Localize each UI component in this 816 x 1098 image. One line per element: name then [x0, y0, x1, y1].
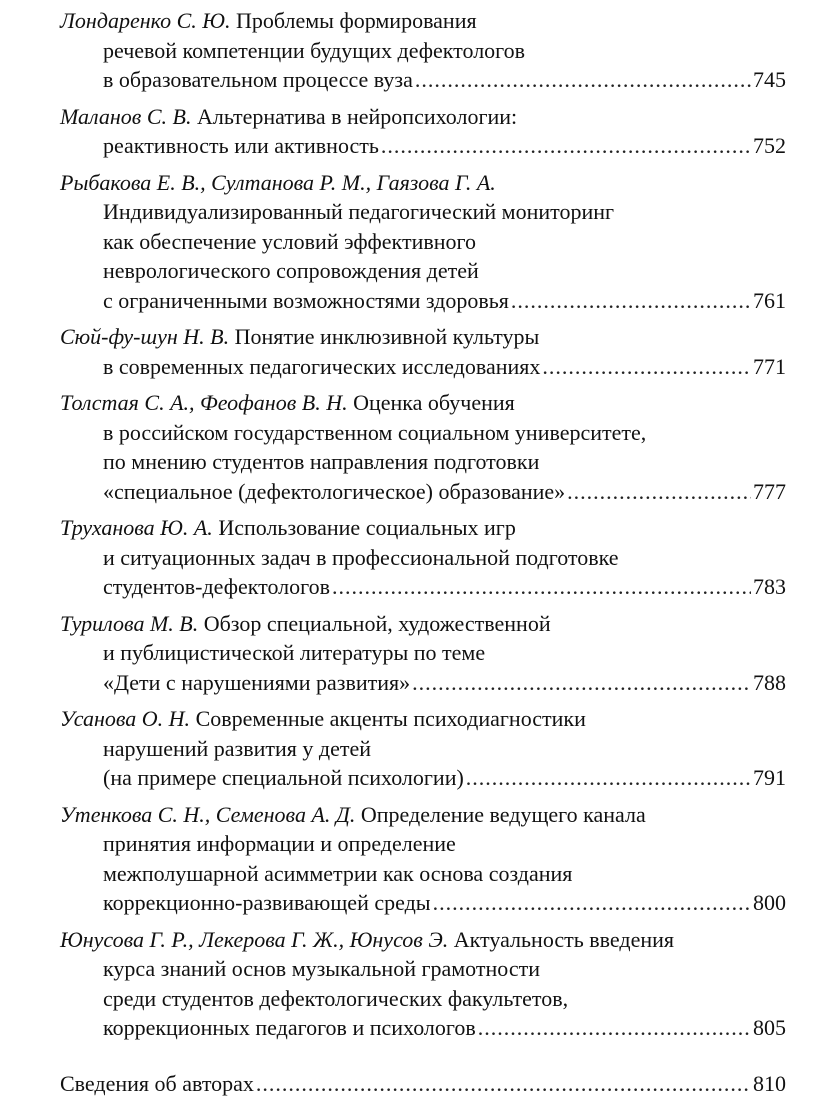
entry-title-line: коррекционно-развивающей среды	[103, 888, 431, 918]
toc-entry-line	[60, 829, 786, 859]
entry-title-line: неврологического сопровождения детей	[103, 256, 479, 286]
entry-title-line: Проблемы формирования	[236, 6, 477, 36]
page-number: 752	[753, 131, 786, 161]
toc-entry-line	[60, 734, 786, 764]
toc-entry-line	[60, 1069, 786, 1098]
entry-title-line: в российском государственном социальном университете,	[103, 418, 646, 448]
entry-author: Маланов С. В.	[60, 102, 191, 132]
entry-title-line: (на примере специальной психологии)	[103, 763, 464, 793]
entry-title-line: коррекционных педагогов и психологов	[103, 1013, 476, 1043]
page-number: 783	[753, 572, 786, 602]
toc-entry-line	[60, 131, 786, 161]
toc-entry-line	[60, 800, 786, 830]
entry-title-line: курса знаний основ музыкальной грамотности	[103, 954, 540, 984]
entry-title-line: по мнению студентов направления подготовки	[103, 447, 539, 477]
entry-title-line: с ограниченными возможностями здоровья	[103, 286, 509, 316]
dot-leader	[478, 1013, 751, 1043]
entry-author: Рыбакова Е. В., Султанова Р. М., Гаязова Г. А.	[60, 168, 496, 198]
entry-author: Турилова М. В.	[60, 609, 198, 639]
dot-leader	[511, 286, 751, 316]
toc-entry-line	[60, 638, 786, 668]
toc-entry-line	[60, 286, 786, 316]
entry-title-line: студентов-дефектологов	[103, 572, 330, 602]
toc-entry-line	[60, 6, 786, 36]
dot-leader	[567, 477, 751, 507]
toc-entry-line	[60, 609, 786, 639]
entry-title-line: нарушений развития у детей	[103, 734, 371, 764]
dot-leader	[542, 352, 751, 382]
entry-title-line: и ситуационных задач в профессиональной подготовке	[103, 543, 619, 573]
toc-entry-line	[60, 572, 786, 602]
toc-entry[interactable]	[60, 800, 786, 918]
toc-entry-line	[60, 954, 786, 984]
entry-author: Утенкова С. Н., Семенова А. Д.	[60, 800, 355, 830]
entry-author: Сюй-фу-шун Н. В.	[60, 322, 229, 352]
toc-entry-line	[60, 543, 786, 573]
toc-entry[interactable]	[60, 102, 786, 161]
toc-entry-line	[60, 447, 786, 477]
page-number: 791	[753, 763, 786, 793]
entry-title-line: в современных педагогических исследованиях	[103, 352, 540, 382]
toc-entry-line	[60, 668, 786, 698]
toc-entry[interactable]	[60, 704, 786, 793]
entry-title-line: Современные акценты психодиагностики	[196, 704, 586, 734]
entry-title-line: Определение ведущего канала	[361, 800, 646, 830]
entry-title-line: среди студентов дефектологических факультетов,	[103, 984, 568, 1014]
toc-entry-line	[60, 477, 786, 507]
toc-entry-line	[60, 256, 786, 286]
toc-entry-line	[60, 388, 786, 418]
dot-leader	[433, 888, 751, 918]
authors-info-title: Сведения об авторах	[60, 1069, 254, 1098]
toc-entry-line	[60, 102, 786, 132]
dot-leader	[256, 1069, 751, 1098]
toc-entry-line	[60, 763, 786, 793]
entry-author: Усанова О. Н.	[60, 704, 190, 734]
page-number: 777	[753, 477, 786, 507]
entry-title-line: «Дети с нарушениями развития»	[103, 668, 410, 698]
toc-entry[interactable]	[60, 6, 786, 95]
toc-entry-line	[60, 704, 786, 734]
dot-leader	[381, 131, 751, 161]
entry-title-line: принятия информации и определение	[103, 829, 456, 859]
entry-title-line: как обеспечение условий эффективного	[103, 227, 476, 257]
toc-entry-line	[60, 352, 786, 382]
dot-leader	[412, 668, 751, 698]
toc-entry[interactable]	[60, 322, 786, 381]
toc-entry-line	[60, 984, 786, 1014]
entry-title-line: речевой компетенции будущих дефектологов	[103, 36, 525, 66]
dot-leader	[466, 763, 751, 793]
toc-entry-line	[60, 513, 786, 543]
entry-title-line: Понятие инклюзивной культуры	[235, 322, 540, 352]
entry-author: Труханова Ю. А.	[60, 513, 213, 543]
page-number: 805	[753, 1013, 786, 1043]
entry-title-line: Альтернатива в нейропсихологии:	[197, 102, 517, 132]
toc-entry-line	[60, 1013, 786, 1043]
entry-title-line: и публицистической литературы по теме	[103, 638, 485, 668]
toc-entry[interactable]	[60, 388, 786, 506]
toc-entry-line	[60, 925, 786, 955]
page-number: 771	[753, 352, 786, 382]
toc-entry-line	[60, 197, 786, 227]
entry-title-line: Индивидуализированный педагогический мониторинг	[103, 197, 614, 227]
entry-title-line: реактивность или активность	[103, 131, 379, 161]
entry-title-line: Актуальность введения	[454, 925, 674, 955]
toc-entry[interactable]	[60, 168, 786, 316]
entry-title-line: Обзор специальной, художественной	[204, 609, 551, 639]
toc-entry-line	[60, 65, 786, 95]
page-number: 810	[753, 1069, 786, 1098]
entry-title-line: межполушарной асимметрии как основа создания	[103, 859, 572, 889]
toc-entry[interactable]	[60, 609, 786, 698]
page-number: 788	[753, 668, 786, 698]
page-number: 761	[753, 286, 786, 316]
entry-author: Лондаренко С. Ю.	[60, 6, 230, 36]
toc-entry-authors-info[interactable]	[60, 1069, 786, 1098]
dot-leader	[332, 572, 751, 602]
entry-title-line: Оценка обучения	[353, 388, 515, 418]
entry-title-line: «специальное (дефектологическое) образование»	[103, 477, 565, 507]
entry-title-line: Использование социальных игр	[218, 513, 516, 543]
toc-entry[interactable]	[60, 925, 786, 1043]
toc-entry[interactable]	[60, 513, 786, 602]
page-number: 800	[753, 888, 786, 918]
toc-entry-line	[60, 227, 786, 257]
entry-author: Юнусова Г. Р., Лекерова Г. Ж., Юнусов Э.	[60, 925, 448, 955]
entry-title-line: в образовательном процессе вуза	[103, 65, 413, 95]
toc-entry-line	[60, 859, 786, 889]
toc-entry-line	[60, 322, 786, 352]
toc-entry-line	[60, 888, 786, 918]
page-number: 745	[753, 65, 786, 95]
entry-author: Толстая С. А., Феофанов В. Н.	[60, 388, 348, 418]
dot-leader	[415, 65, 751, 95]
toc-entry-line	[60, 168, 786, 198]
toc-entry-line	[60, 418, 786, 448]
toc-entry-line	[60, 36, 786, 66]
